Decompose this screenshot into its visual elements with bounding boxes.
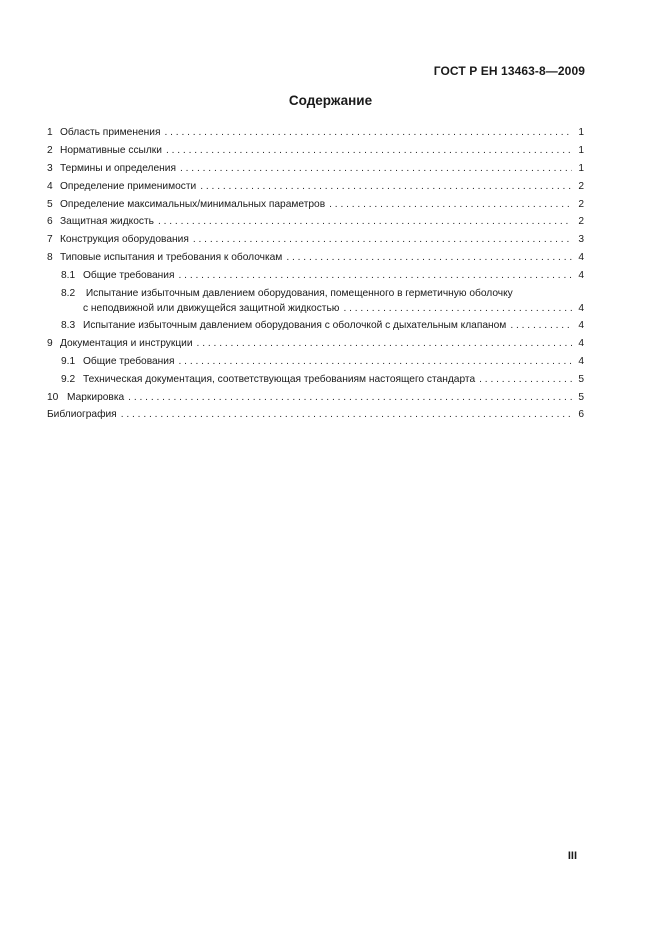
toc-entry-text: Испытание избыточным давлением оборудования с оболочкой с дыхательным клапаном [83, 320, 507, 332]
toc-entry-8-1[interactable] [47, 268, 584, 286]
toc-leader-dots [343, 301, 572, 316]
toc-entry-page: 4 [578, 252, 584, 264]
toc-leader-dots [121, 407, 572, 422]
toc-entry-number: 4 [47, 180, 53, 192]
toc-leader-dots [479, 372, 572, 387]
toc-entry-7[interactable] [47, 232, 584, 250]
toc-entry-text: Библиография [47, 409, 117, 421]
toc-entry-page: 5 [578, 391, 584, 403]
toc-entry-text: Область применения [60, 127, 161, 138]
toc-entry-page: 6 [578, 409, 584, 421]
toc-leader-dots [158, 214, 572, 229]
toc-title: Содержание [288, 93, 373, 108]
toc-entry-page: 1 [578, 127, 584, 138]
toc-entry-number: 9.1 [61, 355, 76, 367]
toc-entry-page: 4 [578, 337, 584, 349]
toc-entry-text: Документация и инструкции [60, 337, 193, 349]
toc-entry-page: 2 [578, 198, 584, 210]
toc-entry-6[interactable] [47, 214, 584, 232]
table-of-contents [47, 125, 584, 425]
toc-entry-page: 4 [578, 270, 584, 282]
toc-entry-bibliography[interactable] [47, 407, 584, 425]
toc-entry-number: 9 [47, 337, 53, 349]
toc-entry-text: Маркировка [67, 391, 125, 403]
toc-entry-8-3[interactable] [47, 318, 584, 336]
toc-entry-number: 8.1 [61, 270, 76, 282]
toc-entry-text: Общие требования [83, 355, 175, 367]
toc-leader-dots [329, 197, 572, 212]
toc-leader-dots [179, 268, 572, 283]
toc-entry-page: 2 [578, 216, 584, 228]
toc-entry-page: 2 [578, 180, 584, 192]
toc-entry-page: 1 [578, 162, 584, 174]
toc-entry-text: Испытание избыточным давлением оборудования, помещенного в герметичную оболочку [85, 288, 513, 300]
toc-entry-number: 1 [47, 127, 53, 138]
toc-entry-number: 9.2 [61, 373, 76, 385]
toc-entry-text: Общие требования [83, 270, 175, 282]
toc-entry-text: Типовые испытания и требования к оболочкам [60, 252, 283, 264]
toc-entry-5[interactable] [47, 197, 584, 215]
toc-entry-text: Определение применимости [60, 180, 197, 192]
toc-leader-dots [510, 318, 572, 333]
toc-entry-text: Нормативные ссылки [60, 144, 162, 156]
toc-entry-number: 6 [47, 216, 53, 228]
page-number: III [567, 850, 577, 862]
toc-entry-number: 8 [47, 252, 53, 264]
toc-entry-number: 8.2 [61, 288, 76, 300]
toc-leader-dots [179, 354, 572, 369]
toc-entry-text: Термины и определения [60, 162, 176, 174]
toc-entry-text: Защитная жидкость [60, 216, 154, 228]
toc-entry-page: 5 [578, 373, 584, 385]
toc-entry-number: 3 [47, 162, 53, 174]
toc-entry-4[interactable] [47, 179, 584, 197]
toc-entry-2[interactable] [47, 143, 584, 161]
toc-entry-10[interactable] [47, 390, 584, 408]
toc-entry-page: 4 [578, 302, 584, 314]
toc-leader-dots [128, 390, 572, 405]
toc-entry-page: 4 [578, 320, 584, 332]
toc-leader-dots [193, 232, 572, 247]
toc-entry-9-1[interactable] [47, 354, 584, 372]
toc-entry-text: Конструкция оборудования [60, 234, 189, 246]
toc-entry-3[interactable] [47, 161, 584, 179]
toc-entry-text-continuation: с неподвижной или движущейся защитной жидкостью [83, 302, 340, 314]
toc-leader-dots [166, 143, 572, 158]
toc-entry-page: 1 [578, 144, 584, 156]
toc-entry-page: 3 [578, 234, 584, 246]
toc-entry-9[interactable] [47, 336, 584, 354]
toc-leader-dots [200, 179, 572, 194]
toc-entry-number: 10 [47, 391, 59, 403]
toc-entry-number: 2 [47, 144, 53, 156]
toc-entry-8[interactable] [47, 250, 584, 268]
toc-leader-dots [197, 336, 572, 351]
toc-entry-text: Техническая документация, соответствующая требованиям настоящего стандарта [83, 373, 476, 385]
toc-entry-8-2[interactable] [47, 286, 584, 318]
toc-entry-1[interactable] [47, 125, 584, 143]
toc-entry-number: 5 [47, 198, 53, 210]
toc-leader-dots [286, 250, 572, 265]
toc-entry-number: 7 [47, 234, 53, 246]
toc-entry-number: 8.3 [61, 320, 76, 332]
toc-entry-9-2[interactable] [47, 372, 584, 390]
toc-entry-page: 4 [578, 355, 584, 367]
document-code: ГОСТ Р ЕН 13463-8—2009 [433, 64, 585, 78]
toc-leader-dots [164, 125, 572, 140]
toc-leader-dots [180, 161, 572, 176]
toc-entry-text: Определение максимальных/минимальных параметров [60, 198, 326, 210]
